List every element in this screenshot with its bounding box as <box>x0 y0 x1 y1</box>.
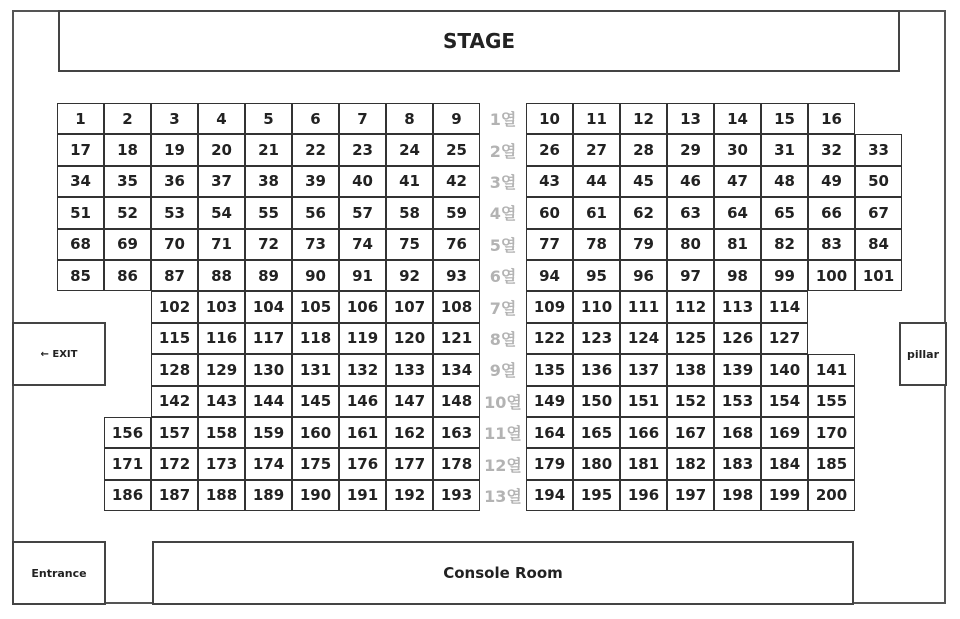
seat[interactable]: 23 <box>339 134 386 165</box>
seat[interactable]: 168 <box>714 417 761 448</box>
seat[interactable]: 165 <box>573 417 620 448</box>
seat[interactable]: 146 <box>339 386 386 417</box>
seat[interactable]: 134 <box>433 354 480 385</box>
seat[interactable]: 4 <box>198 103 245 134</box>
seat[interactable]: 81 <box>714 229 761 260</box>
seat[interactable]: 100 <box>808 260 855 291</box>
stage-label: STAGE <box>442 29 516 53</box>
seat[interactable]: 58 <box>386 197 433 228</box>
seat[interactable]: 78 <box>573 229 620 260</box>
seat[interactable]: 200 <box>808 480 855 511</box>
seat[interactable]: 75 <box>386 229 433 260</box>
seat[interactable]: 190 <box>292 480 339 511</box>
seat[interactable]: 164 <box>526 417 573 448</box>
seat[interactable]: 120 <box>386 323 433 354</box>
seat[interactable]: 115 <box>151 323 198 354</box>
seat[interactable]: 44 <box>573 166 620 197</box>
seat[interactable]: 113 <box>714 291 761 322</box>
seat[interactable]: 143 <box>198 386 245 417</box>
seat[interactable]: 162 <box>386 417 433 448</box>
seat[interactable]: 104 <box>245 291 292 322</box>
seat[interactable]: 155 <box>808 386 855 417</box>
exit-box[interactable] <box>12 322 106 386</box>
seat[interactable]: 178 <box>433 448 480 479</box>
seat[interactable]: 97 <box>667 260 714 291</box>
seat[interactable]: 127 <box>761 323 808 354</box>
seat[interactable]: 199 <box>761 480 808 511</box>
seat[interactable]: 61 <box>573 197 620 228</box>
seat[interactable]: 14 <box>714 103 761 134</box>
seat[interactable]: 60 <box>526 197 573 228</box>
console-label: Console Room <box>443 564 563 582</box>
seat[interactable]: 111 <box>620 291 667 322</box>
seat[interactable]: 142 <box>151 386 198 417</box>
seat[interactable]: 150 <box>573 386 620 417</box>
seat[interactable]: 148 <box>433 386 480 417</box>
entrance-label: Entrance <box>31 566 87 580</box>
seat[interactable]: 196 <box>620 480 667 511</box>
seat[interactable]: 157 <box>151 417 198 448</box>
seat[interactable]: 138 <box>667 354 714 385</box>
seat[interactable]: 188 <box>198 480 245 511</box>
seat[interactable]: 95 <box>573 260 620 291</box>
row-label: 12열 <box>484 455 522 475</box>
seat[interactable]: 106 <box>339 291 386 322</box>
seat[interactable]: 129 <box>198 354 245 385</box>
seat[interactable]: 182 <box>667 448 714 479</box>
seat[interactable]: 3 <box>151 103 198 134</box>
seat[interactable]: 166 <box>620 417 667 448</box>
seat[interactable]: 186 <box>104 480 151 511</box>
seat[interactable]: 109 <box>526 291 573 322</box>
row-label: 13열 <box>484 486 522 506</box>
seat[interactable]: 52 <box>104 197 151 228</box>
seat[interactable]: 87 <box>151 260 198 291</box>
seat[interactable]: 149 <box>526 386 573 417</box>
seat[interactable]: 47 <box>714 166 761 197</box>
seat[interactable]: 49 <box>808 166 855 197</box>
seat[interactable]: 80 <box>667 229 714 260</box>
row-label: 4열 <box>489 204 517 224</box>
seat[interactable]: 114 <box>761 291 808 322</box>
seat[interactable]: 59 <box>433 197 480 228</box>
seat[interactable]: 135 <box>526 354 573 385</box>
seat[interactable]: 29 <box>667 134 714 165</box>
seat[interactable]: 117 <box>245 323 292 354</box>
seat[interactable]: 185 <box>808 448 855 479</box>
seat[interactable]: 170 <box>808 417 855 448</box>
seat[interactable]: 22 <box>292 134 339 165</box>
seat[interactable]: 96 <box>620 260 667 291</box>
seat[interactable]: 105 <box>292 291 339 322</box>
seat[interactable]: 11 <box>573 103 620 134</box>
seat[interactable]: 46 <box>667 166 714 197</box>
seat[interactable]: 64 <box>714 197 761 228</box>
seat[interactable]: 57 <box>339 197 386 228</box>
seat[interactable]: 13 <box>667 103 714 134</box>
seat[interactable]: 125 <box>667 323 714 354</box>
seat[interactable]: 84 <box>855 229 902 260</box>
seat[interactable]: 93 <box>433 260 480 291</box>
seat[interactable]: 128 <box>151 354 198 385</box>
seat[interactable]: 140 <box>761 354 808 385</box>
seat[interactable]: 68 <box>57 229 104 260</box>
row-label: 5열 <box>489 235 517 255</box>
seat[interactable]: 191 <box>339 480 386 511</box>
seat[interactable]: 123 <box>573 323 620 354</box>
seat[interactable]: 144 <box>245 386 292 417</box>
seat[interactable]: 124 <box>620 323 667 354</box>
seat[interactable]: 126 <box>714 323 761 354</box>
seat[interactable]: 55 <box>245 197 292 228</box>
seat[interactable]: 24 <box>386 134 433 165</box>
seat[interactable]: 92 <box>386 260 433 291</box>
seat[interactable]: 53 <box>151 197 198 228</box>
seat[interactable]: 33 <box>855 134 902 165</box>
seat[interactable]: 7 <box>339 103 386 134</box>
seat[interactable]: 141 <box>808 354 855 385</box>
seat[interactable]: 54 <box>198 197 245 228</box>
seat[interactable]: 32 <box>808 134 855 165</box>
seat[interactable]: 79 <box>620 229 667 260</box>
pillar-label: pillar <box>906 347 940 361</box>
seat[interactable]: 62 <box>620 197 667 228</box>
seat[interactable]: 5 <box>245 103 292 134</box>
row-label: 3열 <box>489 172 517 192</box>
seat[interactable]: 63 <box>667 197 714 228</box>
seat[interactable]: 31 <box>761 134 808 165</box>
seat[interactable]: 56 <box>292 197 339 228</box>
seat[interactable]: 184 <box>761 448 808 479</box>
seat[interactable]: 194 <box>526 480 573 511</box>
seat[interactable]: 99 <box>761 260 808 291</box>
seat[interactable]: 181 <box>620 448 667 479</box>
seat[interactable]: 38 <box>245 166 292 197</box>
seat[interactable]: 198 <box>714 480 761 511</box>
seat[interactable]: 83 <box>808 229 855 260</box>
seat[interactable]: 153 <box>714 386 761 417</box>
seat[interactable]: 39 <box>292 166 339 197</box>
seat[interactable]: 159 <box>245 417 292 448</box>
seat[interactable]: 131 <box>292 354 339 385</box>
seat[interactable]: 175 <box>292 448 339 479</box>
seat[interactable]: 139 <box>714 354 761 385</box>
seat[interactable]: 193 <box>433 480 480 511</box>
seat[interactable]: 40 <box>339 166 386 197</box>
seat[interactable]: 37 <box>198 166 245 197</box>
seat[interactable]: 156 <box>104 417 151 448</box>
seat[interactable]: 34 <box>57 166 104 197</box>
seat[interactable]: 26 <box>526 134 573 165</box>
seat[interactable]: 65 <box>761 197 808 228</box>
row-label: 8열 <box>489 329 517 349</box>
seat[interactable]: 74 <box>339 229 386 260</box>
seat[interactable]: 192 <box>386 480 433 511</box>
seat[interactable]: 107 <box>386 291 433 322</box>
seat[interactable]: 189 <box>245 480 292 511</box>
seat[interactable]: 169 <box>761 417 808 448</box>
row-label: 1열 <box>489 110 517 130</box>
seat[interactable]: 76 <box>433 229 480 260</box>
console-room <box>152 541 854 605</box>
seat[interactable]: 35 <box>104 166 151 197</box>
pillar-box <box>899 322 947 386</box>
seat[interactable]: 167 <box>667 417 714 448</box>
seat[interactable]: 161 <box>339 417 386 448</box>
seat[interactable]: 147 <box>386 386 433 417</box>
seat[interactable]: 130 <box>245 354 292 385</box>
row-label: 2열 <box>489 141 517 161</box>
seat[interactable]: 174 <box>245 448 292 479</box>
seat[interactable]: 15 <box>761 103 808 134</box>
seat[interactable]: 179 <box>526 448 573 479</box>
seat[interactable]: 119 <box>339 323 386 354</box>
seat[interactable]: 133 <box>386 354 433 385</box>
seat[interactable]: 101 <box>855 260 902 291</box>
seat[interactable]: 8 <box>386 103 433 134</box>
seat[interactable]: 51 <box>57 197 104 228</box>
row-label: 9열 <box>489 361 517 381</box>
seat[interactable]: 136 <box>573 354 620 385</box>
seat[interactable]: 21 <box>245 134 292 165</box>
row-label: 6열 <box>489 267 517 287</box>
seat[interactable]: 94 <box>526 260 573 291</box>
seat[interactable]: 171 <box>104 448 151 479</box>
seat[interactable]: 82 <box>761 229 808 260</box>
seat[interactable]: 116 <box>198 323 245 354</box>
seat[interactable]: 9 <box>433 103 480 134</box>
seat[interactable]: 30 <box>714 134 761 165</box>
seat[interactable]: 89 <box>245 260 292 291</box>
seat[interactable]: 183 <box>714 448 761 479</box>
seat[interactable]: 10 <box>526 103 573 134</box>
row-label: 7열 <box>489 298 517 318</box>
seat[interactable]: 180 <box>573 448 620 479</box>
seat[interactable]: 176 <box>339 448 386 479</box>
seat[interactable]: 67 <box>855 197 902 228</box>
seat[interactable]: 48 <box>761 166 808 197</box>
seat[interactable]: 2 <box>104 103 151 134</box>
seat[interactable]: 103 <box>198 291 245 322</box>
seat[interactable]: 1 <box>57 103 104 134</box>
seat[interactable]: 160 <box>292 417 339 448</box>
seat[interactable]: 177 <box>386 448 433 479</box>
seat[interactable]: 102 <box>151 291 198 322</box>
seat[interactable]: 85 <box>57 260 104 291</box>
entrance-box[interactable] <box>12 541 106 605</box>
seat[interactable]: 151 <box>620 386 667 417</box>
seat[interactable]: 70 <box>151 229 198 260</box>
seat[interactable]: 122 <box>526 323 573 354</box>
seat[interactable]: 25 <box>433 134 480 165</box>
seat[interactable]: 42 <box>433 166 480 197</box>
seat[interactable]: 173 <box>198 448 245 479</box>
seat[interactable]: 187 <box>151 480 198 511</box>
seat[interactable]: 17 <box>57 134 104 165</box>
row-label: 11열 <box>484 424 522 444</box>
seat[interactable]: 20 <box>198 134 245 165</box>
seat[interactable]: 112 <box>667 291 714 322</box>
seat[interactable]: 108 <box>433 291 480 322</box>
seat[interactable]: 19 <box>151 134 198 165</box>
seat[interactable]: 16 <box>808 103 855 134</box>
exit-label: ← EXIT <box>40 348 78 360</box>
seat[interactable]: 36 <box>151 166 198 197</box>
seat[interactable]: 50 <box>855 166 902 197</box>
row-label: 10열 <box>484 392 522 412</box>
seat[interactable]: 195 <box>573 480 620 511</box>
seat[interactable]: 28 <box>620 134 667 165</box>
seat[interactable]: 132 <box>339 354 386 385</box>
seat[interactable]: 18 <box>104 134 151 165</box>
seat[interactable]: 66 <box>808 197 855 228</box>
seat[interactable]: 77 <box>526 229 573 260</box>
seat[interactable]: 41 <box>386 166 433 197</box>
seat[interactable]: 145 <box>292 386 339 417</box>
seat[interactable]: 27 <box>573 134 620 165</box>
seat[interactable]: 73 <box>292 229 339 260</box>
seat[interactable]: 137 <box>620 354 667 385</box>
seat[interactable]: 45 <box>620 166 667 197</box>
seat[interactable]: 197 <box>667 480 714 511</box>
seat[interactable]: 91 <box>339 260 386 291</box>
seat[interactable]: 158 <box>198 417 245 448</box>
stage <box>58 10 900 72</box>
seat[interactable]: 6 <box>292 103 339 134</box>
seat[interactable]: 71 <box>198 229 245 260</box>
seat[interactable]: 90 <box>292 260 339 291</box>
seat[interactable]: 12 <box>620 103 667 134</box>
seat[interactable]: 86 <box>104 260 151 291</box>
seat[interactable]: 163 <box>433 417 480 448</box>
seat[interactable]: 88 <box>198 260 245 291</box>
seat[interactable]: 98 <box>714 260 761 291</box>
seat[interactable]: 152 <box>667 386 714 417</box>
seat[interactable]: 110 <box>573 291 620 322</box>
seat[interactable]: 118 <box>292 323 339 354</box>
seat[interactable]: 69 <box>104 229 151 260</box>
seat[interactable]: 121 <box>433 323 480 354</box>
seat[interactable]: 72 <box>245 229 292 260</box>
seat[interactable]: 154 <box>761 386 808 417</box>
seat[interactable]: 172 <box>151 448 198 479</box>
seat[interactable]: 43 <box>526 166 573 197</box>
